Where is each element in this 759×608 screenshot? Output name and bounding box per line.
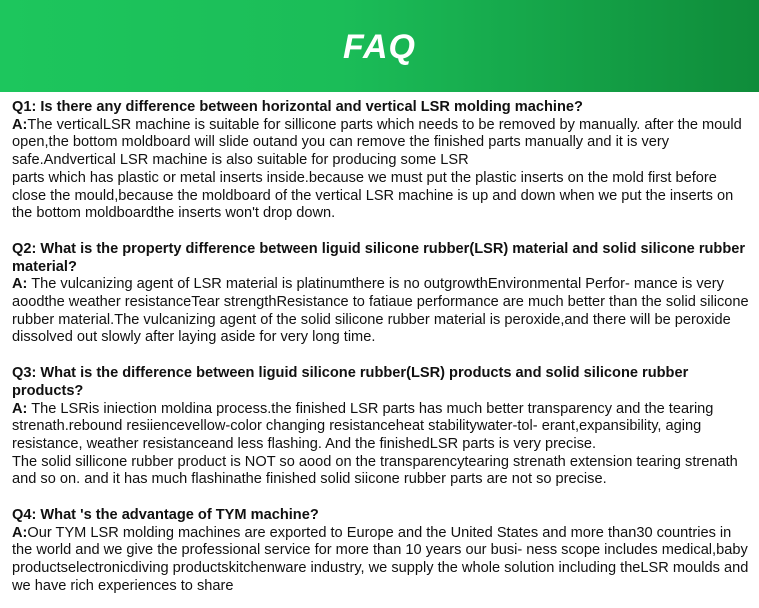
faq-answer bbox=[12, 525, 749, 596]
faq-question: Q3: What is the difference between liguid silicone rubber(LSR) products and solid silicone rubber products? bbox=[12, 365, 689, 399]
faq-item-q2 bbox=[12, 241, 749, 347]
answer-paragraph: The verticalLSR machine is suitable for sillicone parts which needs to be removed by manually. after the mould open,the bottom moldboard will slide outand you can remove the finished parts manually and it is very safe.Andvertical LSR machine is also suitable for producing some LSR bbox=[12, 116, 742, 169]
faq-question: Q4: What 's the advantage of TYM machine? bbox=[12, 507, 319, 524]
faq-item-q3 bbox=[12, 365, 749, 489]
faq-answer bbox=[12, 401, 749, 490]
answer-label: A: bbox=[12, 276, 28, 293]
faq-question: Q1: Is there any difference between horizontal and vertical LSR molding machine? bbox=[12, 99, 583, 115]
answer-label: A: bbox=[12, 400, 28, 417]
faq-item-q4 bbox=[12, 507, 749, 596]
faq-header bbox=[0, 0, 759, 92]
faq-content bbox=[0, 92, 759, 596]
answer-paragraph: The solid sillicone rubber product is NOT so aood on the transparencytearing strenath extension tearing strenath and so on. and it has much flashinathe finished solid siicone rubber parts are not so precise. bbox=[12, 453, 738, 488]
answer-paragraph: The LSRis iniection moldina process.the finished LSR parts has much better transparency and the tearing strenath.rebound resiiencevellow-color changing resistanceheat stabilitywater-tol- erant,expansibility, aging resistance, weather resistanceand less flashing. And the finishedLSR parts is very precise. bbox=[12, 400, 714, 452]
faq-item-q1 bbox=[12, 99, 749, 223]
answer-label: A: bbox=[12, 524, 28, 541]
answer-paragraph: The vulcanizing agent of LSR material is platinumthere is no outgrowthEnvironmental Perfor- mance is very aoodthe weather resistanceTear strengthResistance to fatiaue performance are much better than the solid silicone rubber material.The vulcanizing agent of the solid silicone rubber material is peroxide,and there will be peroxide dissolved out slowly after laying aside for very long time. bbox=[12, 276, 749, 346]
answer-paragraph: Our TYM LSR molding machines are exported to Europe and the United States and more than30 countries in the world and we give the professional service for more than 10 years our busi- ness scope includes medical,baby productselectronicdiving productskitchenware industry, we supply the whole solution including theLSR moulds and we have rich experiences to share bbox=[12, 524, 749, 594]
answer-label: A: bbox=[12, 116, 28, 133]
faq-question: Q2: What is the property difference between liguid silicone rubber(LSR) material and solid silicone rubber material? bbox=[12, 240, 746, 275]
answer-paragraph: parts which has plastic or metal inserts inside.because we must put the plastic inserts on the mold first before close the mould,because the moldboard of the vertical LSR machine is up and down when we put the inserts on the bottom moldboardthe inserts won't drop down. bbox=[12, 169, 734, 222]
faq-answer bbox=[12, 117, 749, 223]
faq-answer bbox=[12, 276, 749, 347]
page-title: FAQ bbox=[343, 27, 416, 66]
